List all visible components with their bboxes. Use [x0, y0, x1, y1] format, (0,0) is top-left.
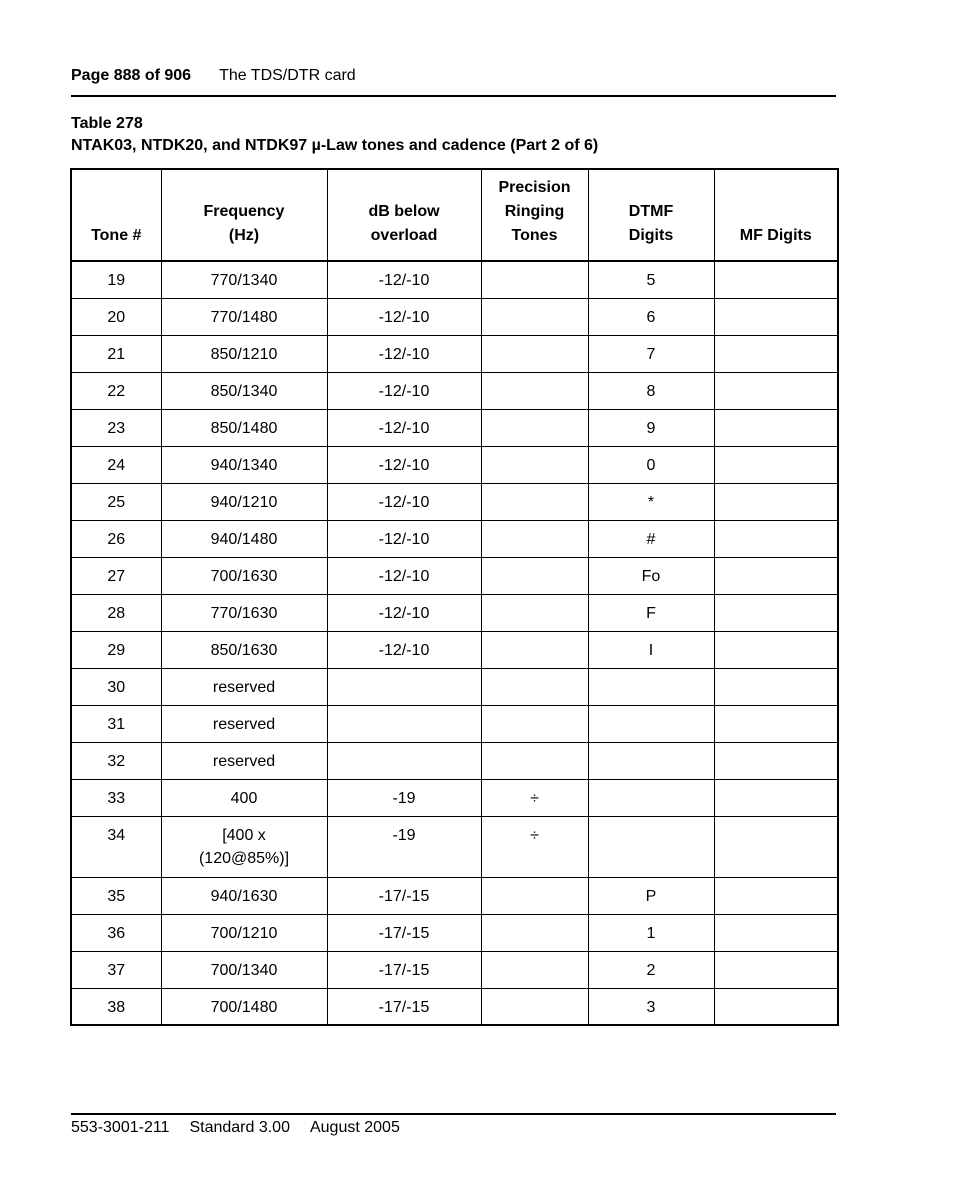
table-cell: 400	[161, 779, 327, 816]
table-cell	[714, 668, 838, 705]
table-cell: 31	[71, 705, 161, 742]
tones-table	[70, 168, 839, 1026]
table-cell: 27	[71, 557, 161, 594]
table-cell: 850/1210	[161, 335, 327, 372]
table-cell	[481, 914, 588, 951]
table-cell: 29	[71, 631, 161, 668]
table-cell: 850/1340	[161, 372, 327, 409]
table-cell: 770/1340	[161, 261, 327, 298]
table-header-row	[71, 169, 838, 261]
table-cell: 2	[588, 951, 714, 988]
table-cell	[714, 520, 838, 557]
table-cell	[481, 594, 588, 631]
table-body	[71, 261, 838, 1025]
table-cell: 23	[71, 409, 161, 446]
table-cell: -19	[327, 779, 481, 816]
table-cell: 25	[71, 483, 161, 520]
table-cell: 700/1480	[161, 988, 327, 1025]
table-cell: -19	[327, 816, 481, 877]
table-cell	[714, 951, 838, 988]
table-cell: -17/-15	[327, 877, 481, 914]
table-cell: 35	[71, 877, 161, 914]
table-cell: 5	[588, 261, 714, 298]
table-cell: 700/1630	[161, 557, 327, 594]
table-cell	[714, 914, 838, 951]
table-row	[71, 409, 838, 446]
table-cell: P	[588, 877, 714, 914]
table-cell	[327, 742, 481, 779]
table-cell	[714, 409, 838, 446]
table-cell	[714, 335, 838, 372]
table-cell	[481, 877, 588, 914]
column-header: Precision Ringing Tones	[481, 169, 588, 261]
table-cell: -12/-10	[327, 557, 481, 594]
table-cell: 20	[71, 298, 161, 335]
column-header: Frequency (Hz)	[161, 169, 327, 261]
table-cell: reserved	[161, 705, 327, 742]
table-cell: 8	[588, 372, 714, 409]
table-cell: 940/1340	[161, 446, 327, 483]
table-cell: -12/-10	[327, 446, 481, 483]
table-cell	[714, 779, 838, 816]
table-cell: 9	[588, 409, 714, 446]
table-row	[71, 372, 838, 409]
table-cell	[481, 298, 588, 335]
page-header	[71, 66, 836, 86]
table-row	[71, 483, 838, 520]
table-cell: 6	[588, 298, 714, 335]
table-cell: 38	[71, 988, 161, 1025]
table-cell	[481, 446, 588, 483]
footer-rule	[71, 1113, 836, 1115]
table-row	[71, 261, 838, 298]
table-cell	[714, 742, 838, 779]
table-cell: Fo	[588, 557, 714, 594]
table-cell: 700/1340	[161, 951, 327, 988]
table-row	[71, 668, 838, 705]
column-header: MF Digits	[714, 169, 838, 261]
table-cell: reserved	[161, 668, 327, 705]
page-footer	[71, 1118, 836, 1138]
table-cell: [400 x (120@85%)]	[161, 816, 327, 877]
table-cell	[714, 705, 838, 742]
table-cell: 770/1630	[161, 594, 327, 631]
table-cell: -12/-10	[327, 298, 481, 335]
document-standard: Standard 3.00	[189, 1119, 290, 1136]
table-title: NTAK03, NTDK20, and NTDK97 µ-Law tones and cadence (Part 2 of 6)	[71, 137, 599, 154]
table-cell: -17/-15	[327, 951, 481, 988]
table-cell: F	[588, 594, 714, 631]
table-cell: 1	[588, 914, 714, 951]
table-row	[71, 951, 838, 988]
table-label: Table 278	[71, 115, 143, 132]
table-cell	[588, 779, 714, 816]
table-cell	[714, 594, 838, 631]
column-header: DTMF Digits	[588, 169, 714, 261]
table-cell	[481, 631, 588, 668]
table-cell: reserved	[161, 742, 327, 779]
table-cell	[481, 557, 588, 594]
table-cell	[481, 372, 588, 409]
table-row	[71, 816, 838, 877]
table-cell: -12/-10	[327, 261, 481, 298]
table-cell: 940/1630	[161, 877, 327, 914]
table-row	[71, 446, 838, 483]
table-caption	[71, 113, 836, 157]
table-row	[71, 988, 838, 1025]
page-number: Page 888 of 906	[71, 67, 192, 84]
table-cell: 36	[71, 914, 161, 951]
table-cell	[481, 335, 588, 372]
table-cell: -12/-10	[327, 372, 481, 409]
table-cell	[327, 705, 481, 742]
table-cell	[588, 816, 714, 877]
table-cell: 0	[588, 446, 714, 483]
table-cell	[714, 816, 838, 877]
table-cell: 19	[71, 261, 161, 298]
header-rule	[71, 95, 836, 97]
table-cell	[481, 483, 588, 520]
table-cell: -12/-10	[327, 335, 481, 372]
table-row	[71, 742, 838, 779]
table-cell	[588, 668, 714, 705]
table-cell: -12/-10	[327, 631, 481, 668]
table-cell: *	[588, 483, 714, 520]
table-cell: 32	[71, 742, 161, 779]
table-cell: -17/-15	[327, 914, 481, 951]
table-cell	[714, 261, 838, 298]
table-cell: 26	[71, 520, 161, 557]
table-row	[71, 631, 838, 668]
table-cell: -12/-10	[327, 594, 481, 631]
table-row	[71, 557, 838, 594]
table-cell	[714, 988, 838, 1025]
table-cell: 21	[71, 335, 161, 372]
table-row	[71, 877, 838, 914]
column-header: Tone #	[71, 169, 161, 261]
document-number: 553-3001-211	[71, 1119, 170, 1136]
table-cell	[714, 298, 838, 335]
table-cell	[588, 705, 714, 742]
table-cell	[481, 261, 588, 298]
table-cell: I	[588, 631, 714, 668]
table-cell: -12/-10	[327, 409, 481, 446]
table-row	[71, 779, 838, 816]
table-cell	[714, 483, 838, 520]
table-cell: 33	[71, 779, 161, 816]
table-cell: 7	[588, 335, 714, 372]
table-cell: 22	[71, 372, 161, 409]
table-cell: 30	[71, 668, 161, 705]
table-cell: ÷	[481, 816, 588, 877]
table-cell: 940/1210	[161, 483, 327, 520]
table-cell	[481, 409, 588, 446]
table-cell	[327, 668, 481, 705]
table-cell: 700/1210	[161, 914, 327, 951]
table-cell	[714, 557, 838, 594]
table-cell: ÷	[481, 779, 588, 816]
document-date: August 2005	[309, 1119, 400, 1136]
table-cell: 37	[71, 951, 161, 988]
table-cell: 850/1480	[161, 409, 327, 446]
table-cell	[481, 520, 588, 557]
table-cell: 940/1480	[161, 520, 327, 557]
table-row	[71, 520, 838, 557]
table-cell	[481, 668, 588, 705]
table-row	[71, 335, 838, 372]
table-cell	[714, 446, 838, 483]
table-cell: 3	[588, 988, 714, 1025]
table-cell: 28	[71, 594, 161, 631]
table-cell: #	[588, 520, 714, 557]
column-header: dB below overload	[327, 169, 481, 261]
table-row	[71, 594, 838, 631]
table-cell: -12/-10	[327, 520, 481, 557]
table-cell	[714, 877, 838, 914]
table-row	[71, 705, 838, 742]
table-cell	[481, 951, 588, 988]
section-title: The TDS/DTR card	[219, 67, 356, 84]
table-row	[71, 914, 838, 951]
table-cell	[588, 742, 714, 779]
table-cell	[714, 372, 838, 409]
table-row	[71, 298, 838, 335]
table-cell: -12/-10	[327, 483, 481, 520]
table-cell	[714, 631, 838, 668]
table-cell	[481, 705, 588, 742]
table-cell: 850/1630	[161, 631, 327, 668]
table-cell: 34	[71, 816, 161, 877]
table-cell	[481, 988, 588, 1025]
table-cell	[481, 742, 588, 779]
table-cell: 24	[71, 446, 161, 483]
table-cell: 770/1480	[161, 298, 327, 335]
table-cell: -17/-15	[327, 988, 481, 1025]
